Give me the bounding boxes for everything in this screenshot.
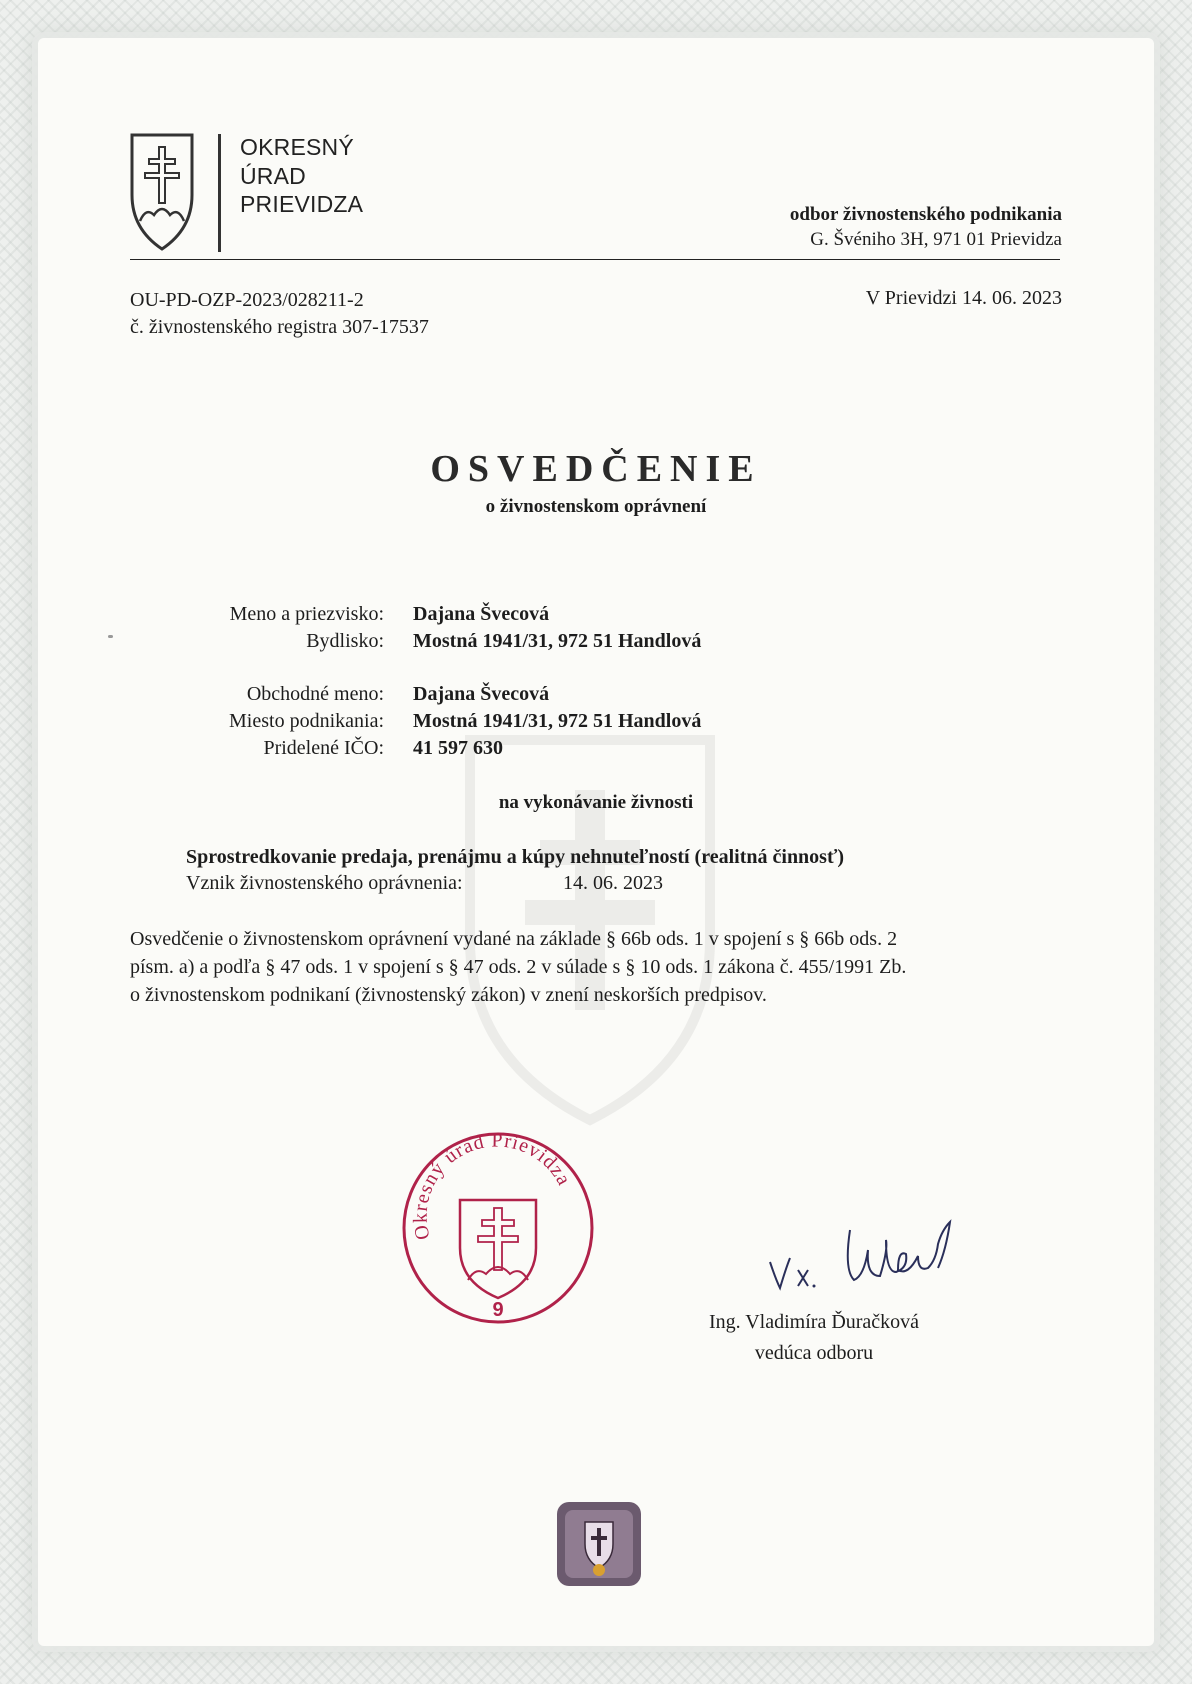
logo-line: PRIEVIDZA	[240, 191, 364, 217]
handwritten-signature	[768, 1210, 968, 1300]
name-value: Dajana Švecová	[413, 603, 550, 625]
legal-line: o živnostenskom podnikaní (živnostenský zákon) v znení neskorších predpisov.	[130, 984, 767, 1006]
name-label: Meno a priezvisko:	[229, 603, 384, 625]
residence-label: Bydlisko:	[306, 630, 384, 652]
department-address: G. Švéniho 3H, 971 01 Prievidza	[810, 229, 1062, 250]
department-block	[790, 202, 1062, 252]
header-rule	[130, 259, 1060, 260]
trade-name: Sprostredkovanie predaja, prenájmu a kúpy nehnuteľností (realitná činnosť)	[186, 846, 845, 868]
office-logo-text	[240, 133, 363, 219]
signer-block	[684, 1307, 944, 1369]
logo-line: OKRESNÝ	[240, 134, 354, 160]
reference-block	[130, 287, 429, 341]
residence-value: Mostná 1941/31, 972 51 Handlová	[413, 630, 702, 652]
logo-line: ÚRAD	[240, 162, 306, 189]
business-place-label: Miesto podnikania:	[229, 710, 384, 732]
legal-basis-text	[130, 925, 1060, 1009]
legal-line: Osvedčenie o živnostenskom oprávnení vydané na základe § 66b ods. 1 v spojení s § 66b ods. 2	[130, 928, 898, 950]
trade-intro: na vykonávanie živnosti	[498, 792, 694, 813]
signer-role: vedúca odboru	[754, 1342, 874, 1364]
ico-value: 41 597 630	[413, 737, 503, 759]
official-stamp	[400, 1130, 596, 1326]
place-date: V Prievidzi 14. 06. 2023	[865, 287, 1062, 309]
document-subtitle: o živnostenskom oprávnení	[485, 496, 707, 517]
ico-label: Pridelené IČO:	[263, 737, 384, 759]
svg-text:Okresný úrad Prievidza	[410, 1130, 576, 1242]
origin-date: 14. 06. 2023	[563, 872, 663, 894]
stamp-number: 9	[492, 1299, 504, 1321]
business-place-value: Mostná 1941/31, 972 51 Handlová	[413, 710, 702, 732]
logo-divider	[218, 134, 221, 252]
origin-label: Vznik živnostenského oprávnenia:	[186, 872, 463, 894]
case-number: OU-PD-OZP-2023/028211-2	[130, 289, 364, 311]
stamp-text: Okresný úrad Prievidza	[409, 1130, 576, 1242]
document-title: OSVEDČENIE	[430, 448, 762, 490]
department-name: odbor živnostenského podnikania	[789, 204, 1062, 225]
scan-speck	[108, 635, 113, 638]
business-name-label: Obchodné meno:	[246, 683, 384, 705]
legal-line: písm. a) a podľa § 47 ods. 1 v spojení s § 47 ods. 2 v súlade s § 10 ods. 1 zákona č. 455/1991 Zb.	[130, 956, 907, 978]
security-hologram	[555, 1500, 643, 1588]
signer-name: Ing. Vladimíra Ďuračková	[708, 1311, 920, 1333]
business-name-value: Dajana Švecová	[413, 683, 550, 705]
registry-number: č. živnostenského registra 307-17537	[130, 316, 429, 338]
